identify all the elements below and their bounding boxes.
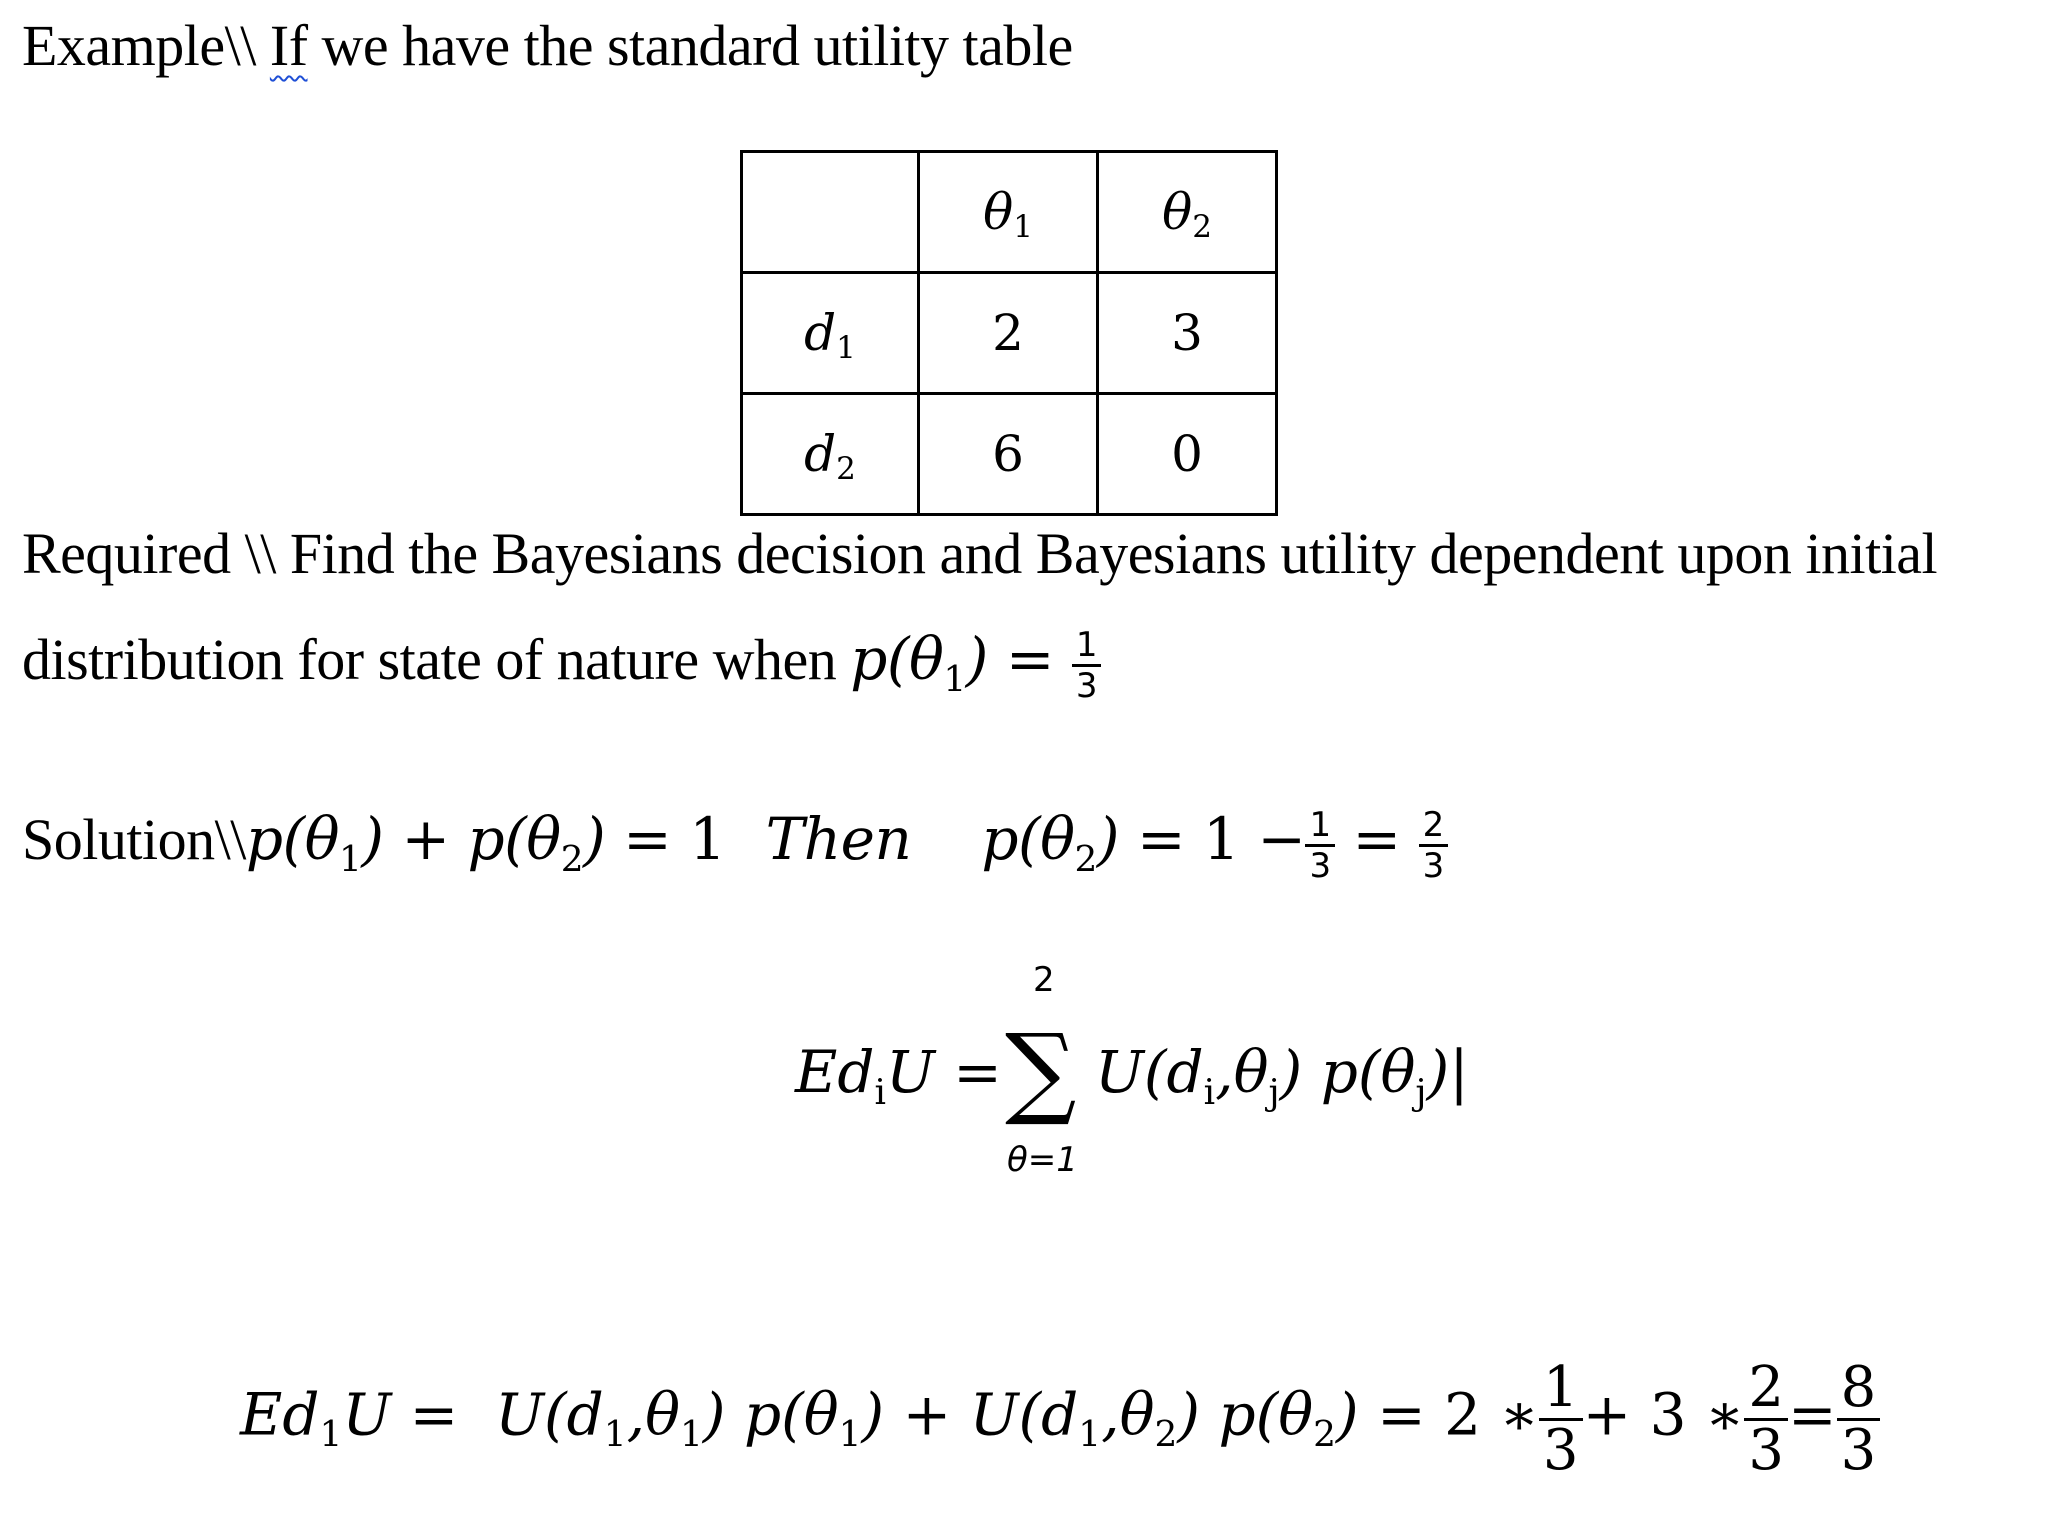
cell-d1-theta1: 2 — [919, 273, 1098, 394]
header-theta1: θ1 — [919, 152, 1098, 273]
coef-a: 2 — [1444, 1380, 1482, 1449]
required-line: Required \\ Find the Bayesians decision and Bayesians utility dependent upon initial — [22, 521, 1938, 586]
fraction-1-3: $\frac{1}{3}$ — [1539, 1360, 1583, 1479]
coef-b: 3 — [1649, 1380, 1687, 1449]
distribution-text: distribution for state of nature when — [22, 627, 851, 692]
intro-prefix: Example\\ — [22, 13, 270, 78]
row-label-d1: d1 — [742, 273, 919, 394]
table-row — [742, 394, 1277, 515]
cell-d1-theta2: 3 — [1098, 273, 1277, 394]
row-label-d2: d2 — [742, 394, 919, 515]
expected-utility-d1: Ed1U = U(d1,θ1) p(θ1) + U(d1,θ2) p(θ2) = 2 ∗ $\frac{1}{3}$ + 3 ∗ $\frac{2}{3}$ = $\frac{8}{3}$ — [240, 1360, 1880, 1479]
sum-lower-limit: θ=1 — [1007, 1140, 1078, 1180]
spellcheck-word-if: If — [269, 13, 308, 78]
solution-line: Solution\\p(θ1) + p(θ2) = 1 Then p(θ2) = 1 − $\frac{1}{3}$ = $\frac{2}{3}$ — [22, 805, 1448, 883]
header-theta2: θ2 — [1098, 152, 1277, 273]
prior-fraction: $\frac{1}{3}$ — [1072, 628, 1101, 703]
utility-table — [740, 150, 1278, 516]
summation-sign: ∑ — [1005, 1012, 1077, 1129]
formula-lhs: EdiU = — [795, 1038, 1002, 1113]
table-header-row — [742, 152, 1277, 273]
fraction-one-third: $\frac{1}{3}$ — [1305, 808, 1334, 883]
sum-upper-limit: 2 — [1033, 960, 1055, 1000]
cell-d2-theta2: 0 — [1098, 394, 1277, 515]
then-word: Then — [765, 805, 912, 873]
solution-label: Solution\\ — [22, 807, 246, 872]
probability-sum: p(θ1) + p(θ2) = 1 — [245, 805, 726, 880]
table-row — [742, 273, 1277, 394]
formula-rhs: U(di,θj) p(θj)| — [1095, 1038, 1469, 1113]
theta2-probability: p(θ2) = 1 − — [981, 805, 1306, 880]
cell-d2-theta1: 6 — [919, 394, 1098, 515]
table-corner-cell — [742, 152, 919, 273]
intro-line — [22, 12, 1073, 79]
intro-rest: we have the standard utility table — [307, 13, 1073, 78]
result-fraction: $\frac{8}{3}$ — [1837, 1360, 1881, 1479]
prior-expression: p(θ1) = — [850, 625, 1054, 700]
fraction-two-thirds: $\frac{2}{3}$ — [1419, 808, 1448, 883]
distribution-line — [22, 625, 1101, 707]
fraction-2-3: $\frac{2}{3}$ — [1744, 1360, 1788, 1479]
